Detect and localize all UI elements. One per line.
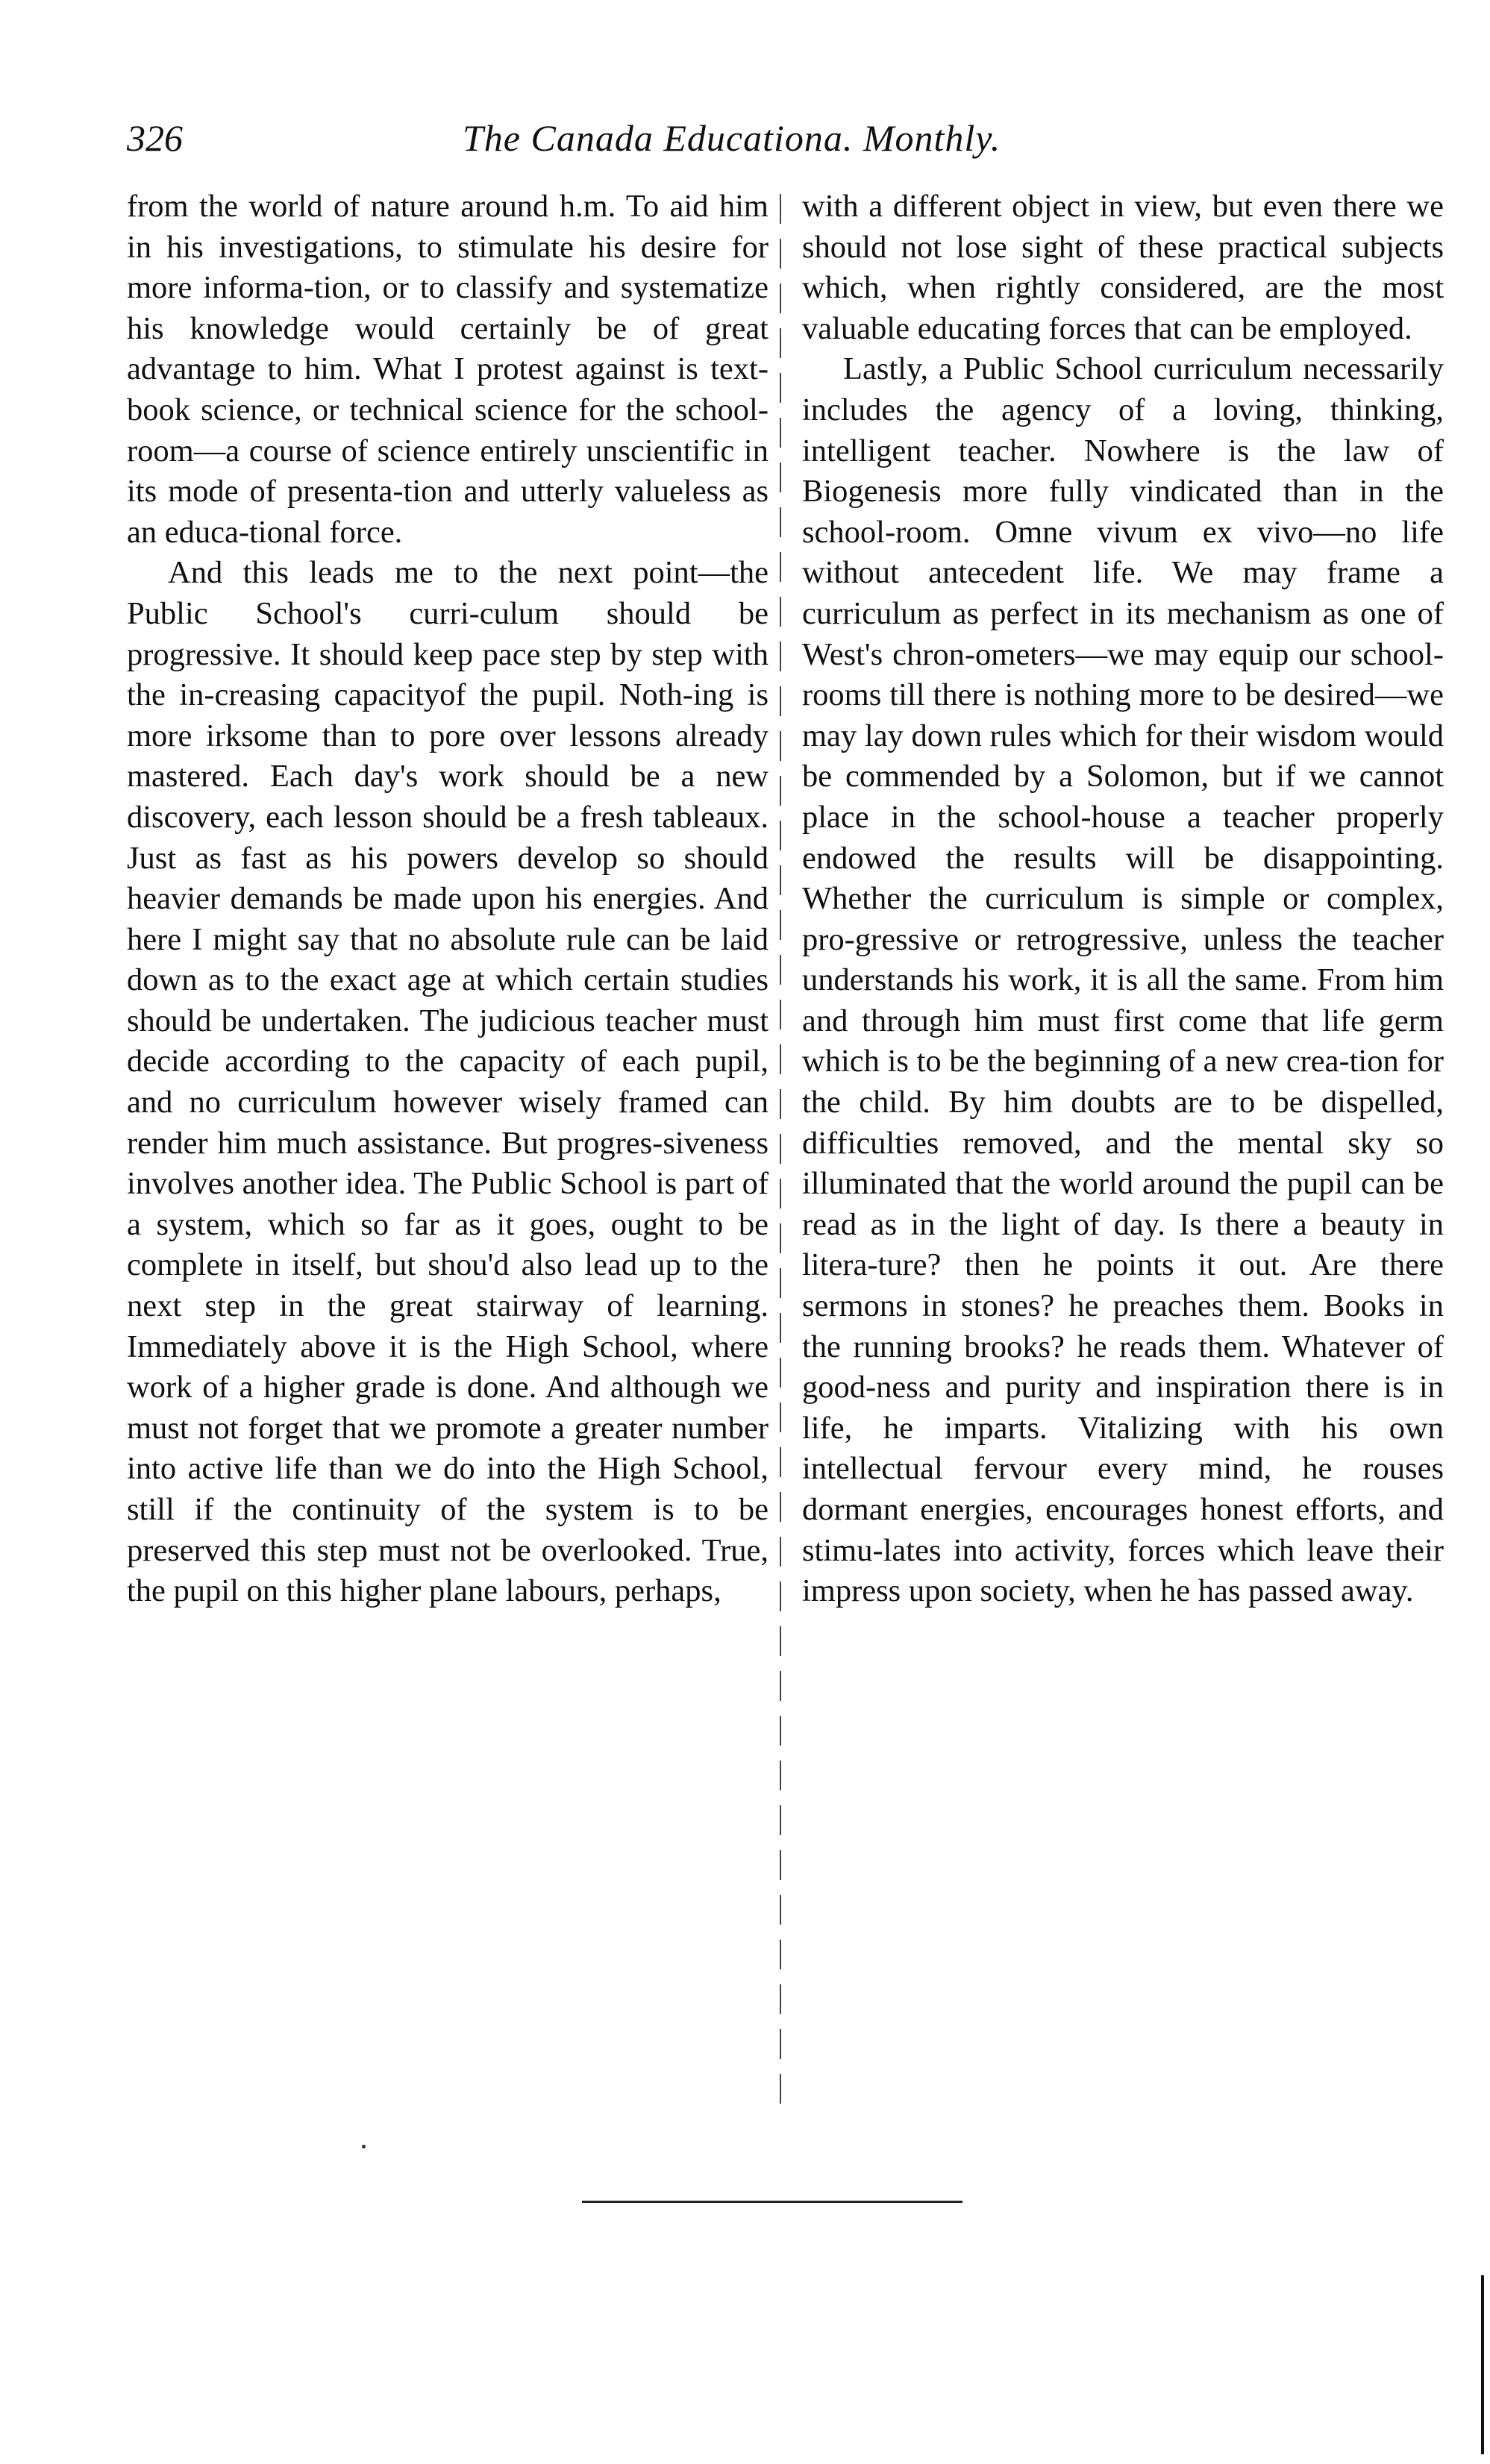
closing-rule (582, 2201, 962, 2203)
left-column (127, 186, 769, 1612)
left-paragraph-2: And this leads me to the next point—the Public School's curri-culum should be progressive. It should keep pace step by step with the in-creasing capacityof the pupil. Noth-ing is more irksome than to pore over lessons already mastered. Each day's work should be a new discovery, each lesson should be a fresh tableaux. Just as fast as his powers develop so should heavier demands be made upon his energies. And here I might say that no absolute rule can be laid down as to the exact age at which certain studies should be undertaken. The judicious teacher must decide according to the capacity of each pupil, and no curriculum however wisely framed can render him much assistance. But progres-siveness involves another idea. The Public School is part of a system, which so far as it goes, ought to be complete in itself, but shou'd also lead up to the next step in the great stairway of learning. Immediately above it is the High School, where work of a higher grade is done. And although we must not forget that we promote a greater number into active life than we do into the High School, still if the continuity of the system is to be preserved this step must not be overlooked. True, the pupil on this higher plane labours, perhaps, (127, 555, 769, 1609)
right-paragraph-2: Lastly, a Public School curriculum necessarily includes the agency of a loving, thinking, intelligent teacher. Nowhere is the law of Biogenesis more fully vindicated than in the school-room. Omne vivum ex vivo—no life without antecedent life. We may frame a curriculum as perfect in its mechanism as one of West's chron-ometers—we may equip our school-rooms till there is nothing more to be desired—we may lay down rules which for their wisdom would be commended by a Solomon, but if we cannot place in the school-house a teacher properly endowed the results will be disappointing. Whether the curriculum is simple or complex, pro-gressive or retrogressive, unless the teacher understands his work, it is all the same. From him and through him must first come that life germ which is to be the beginning of a new crea-tion for the child. By him doubts are to be dispelled, difficulties removed, and the mental sky so illuminated that the world around the pupil can be read as in the light of day. Is there a beauty in litera-ture? then he points it out. Are there sermons in stones? he preaches them. Books in the running brooks? he reads them. Whatever of good-ness and purity and inspiration there is in life, he imparts. Vitalizing with his own intellectual fervour every mind, he rouses dormant energies, encourages honest efforts, and stimu-lates into activity, forces which leave their impress upon society, when he has passed away. (802, 351, 1444, 1609)
left-paragraph-1: from the world of nature around h.m. To aid him in his investigations, to stimulate his desire for more informa-tion, or to classify and systematize his knowledge would certainly be of great advantage to him. What I protest against is text-book science, or technical science for the school-room—a course of science entirely unscientific in its mode of presenta-tion and utterly valueless as an educa-tional force. (127, 189, 769, 550)
stray-dot (362, 2145, 366, 2148)
column-divider (780, 194, 781, 2104)
right-paragraph-1: with a different object in view, but even there we should not lose sight of these practical subjects which, when rightly considered, are the most valuable educating forces that can be employed. (802, 189, 1444, 346)
right-column (802, 186, 1444, 1612)
page-number: 326 (127, 117, 183, 159)
journal-title: The Canada Educationa. Monthly. (463, 117, 1001, 159)
page-edge-mark (1481, 2275, 1484, 2454)
running-head (127, 112, 1418, 164)
